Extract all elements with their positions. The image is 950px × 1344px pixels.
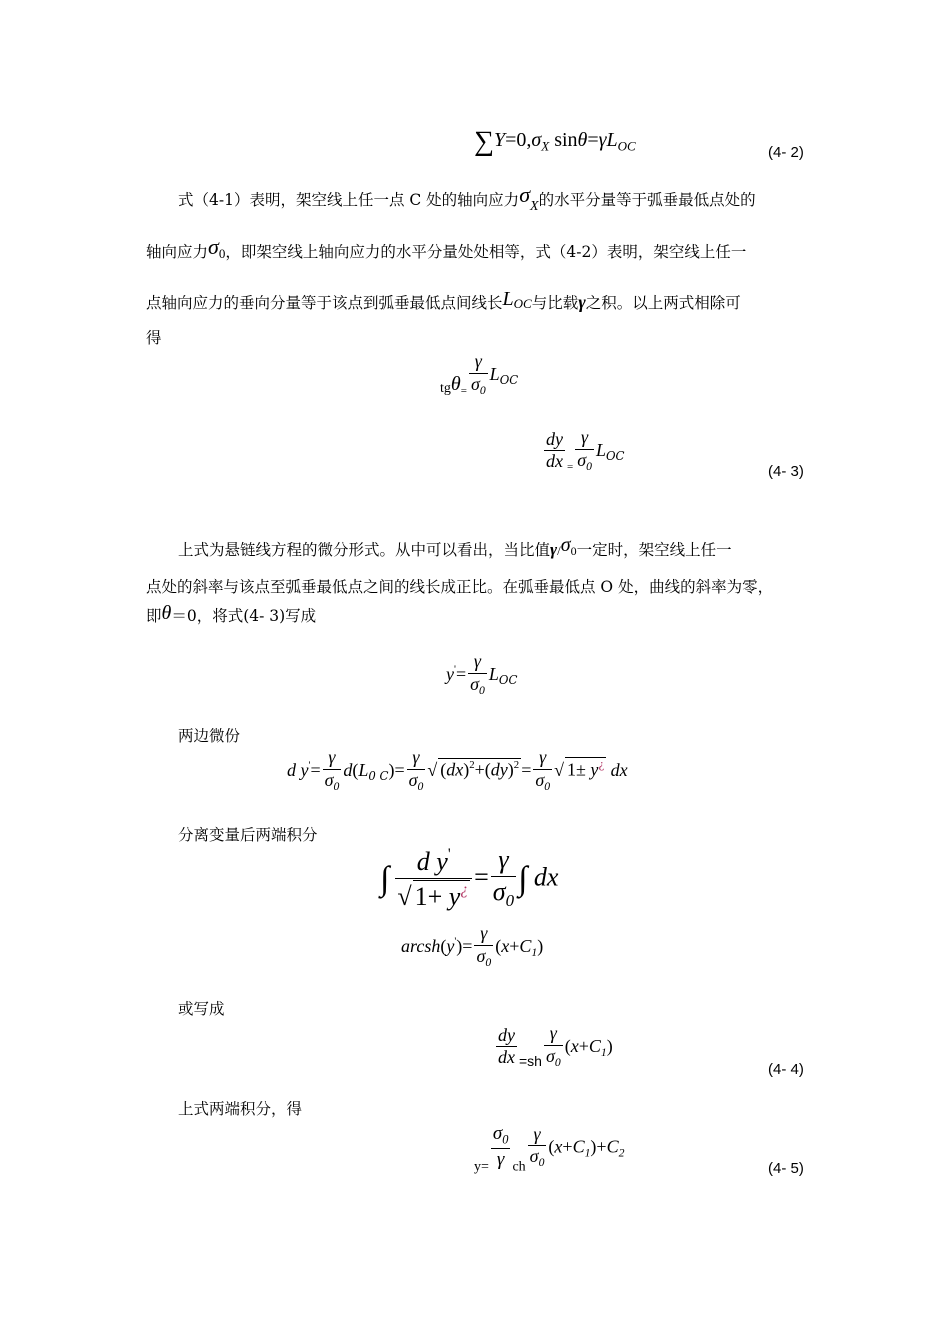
equation-tg-theta: $_{tg}\theta_=$ $\frac{\gamma}{\sigma_0}$ $L_{OC}$ [440, 351, 519, 397]
text-segment: 的水平分量等于弧垂最低点处的 [538, 191, 756, 209]
paragraph-line-2: 轴向应力σ0，即架空线上轴向应力的水平分量处处相等，式（4-2）表明，架空线上任一 [146, 234, 747, 261]
paragraph-line-4: 得 [146, 329, 162, 347]
equation-number-4-2: (4- 2) [768, 144, 804, 161]
paragraph-line-5: 上式为悬链线方程的微分形式。从中可以看出，当比值γ/σ0一定时，架空线上任一 [178, 534, 732, 559]
text-segment: ，即架空线上轴向应力的水平分量处处相等，式（4-2）表明，架空线上任一 [225, 243, 747, 261]
paragraph-line-1: 式（4-1）表明，架空线上任一点 C 处的轴向应力σX的水平分量等于弧垂最低点处的 [178, 182, 756, 214]
text-segment: 轴向应力 [146, 243, 209, 261]
text-segment: 式（4-1）表明，架空线上任一点 C 处的轴向应力 [178, 191, 520, 209]
equation-y-prime: y'= $\frac{\gamma}{\sigma_0}$ $L_{OC}$ [446, 651, 518, 697]
paragraph-line-10: 或写成 [178, 1000, 225, 1018]
text-segment: 一定时，架空线上任一 [576, 541, 732, 559]
paragraph-line-9: 分离变量后两端积分 [178, 826, 318, 844]
equation-differential: d y'= $\frac{\gamma}{\sigma_0}$ $d(L_{0 C})=$ $\frac{\gamma}{\sigma_0}$ √ (dx)$^2$+(dy)$^2$ = $\frac{\gamma}{\sigma_0}$ √ 1± y¿ dx [287, 747, 628, 793]
equation-number-4-5: (4- 5) [768, 1160, 804, 1177]
equation-arcsh: arcsh(y')= $\frac{\gamma}{\sigma_0}$ $(x+C_1)$ [401, 923, 544, 969]
text-segment: ＝0，将式(4- 3)写成 [171, 607, 317, 625]
paragraph-line-7: 即θ＝0，将式(4- 3)写成 [146, 602, 317, 625]
equation-4-2: $\sum Y=0,\sigma_X$ $\sin\theta=\gamma L_{OC}$ [474, 126, 636, 157]
equation-number-4-3: (4- 3) [768, 463, 804, 480]
text-segment: 与比载 [531, 294, 579, 312]
text-segment: 点轴向应力的垂向分量等于该点到弧垂最低点间线长 [146, 294, 503, 312]
equation-4-4: $\frac{dy}{dx}$ $_{=sh}$ $\frac{\gamma}{\sigma_0}$ $(x+C_1)$ [498, 1023, 613, 1069]
paragraph-line-3: 点轴向应力的垂向分量等于该点到弧垂最低点间线长LOC与比载γ之积。以上两式相除可 [146, 288, 741, 312]
equation-number-4-4: (4- 4) [768, 1061, 804, 1078]
equation-4-5: $_{y=}$ $\frac{\sigma_0}{\gamma}$ $_{ch}$ $\frac{\gamma}{\sigma_0}$ $(x+C_1)+C_2$ [474, 1123, 625, 1175]
paragraph-line-8: 两边微份 [178, 727, 241, 745]
paragraph-line-11: 上式两端积分，得 [178, 1100, 303, 1118]
text-segment: 即 [146, 607, 162, 625]
equation-4-3: $\frac{dy}{dx}$ $_=$ $\frac{\gamma}{\sigma_0}$ $L_{OC}$ [546, 427, 625, 473]
text-segment: 之积。以上两式相除可 [585, 294, 741, 312]
paragraph-line-6: 点处的斜率与该点至弧垂最低点之间的线长成正比。在弧垂最低点 O 处，曲线的斜率为零， [146, 578, 774, 596]
equation-integral: ∫ $\frac{d y'}{√ 1+ y^¿}$ = $\frac{\gamma}{\sigma_0}$ ∫ dx [380, 845, 559, 911]
text-segment: 上式为悬链线方程的微分形式。从中可以看出，当比值 [178, 541, 551, 559]
